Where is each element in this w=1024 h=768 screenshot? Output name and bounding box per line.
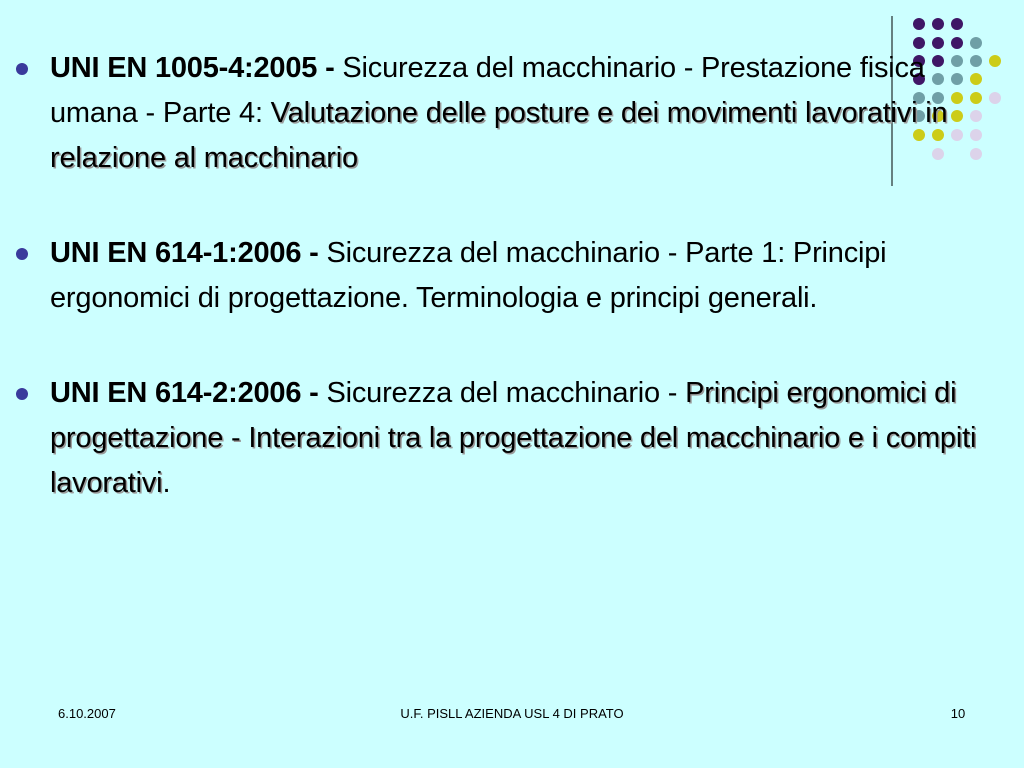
bullet-list [16, 46, 1016, 506]
bullet-item-uni-en-614-1 [16, 231, 1016, 321]
footer-page-number: 10 [950, 706, 966, 721]
standard-title-emphasis: Principi ergonomici di progettazione - Interazioni tra la progettazione del macchinario e i compiti lavorativi [50, 377, 977, 499]
standard-description: Sicurezza del macchinario - Prestazione fisica umana - Parte 4: [50, 52, 925, 129]
standard-description: Sicurezza del macchinario - [318, 377, 686, 409]
standard-title-emphasis: Valutazione delle posture e dei movimenti lavorativi in relazione al macchinario [50, 97, 948, 174]
standard-code: UNI EN 614-2:2006 - [50, 377, 319, 409]
footer-date: 6.10.2007 [58, 706, 116, 721]
bullet-dot-icon [16, 388, 28, 400]
bullet-dot-icon [16, 248, 28, 260]
footer-organization: U.F. PISLL AZIENDA USL 4 DI PRATO [400, 706, 624, 721]
bullet-dot-icon [16, 63, 28, 75]
standard-tail: . [162, 467, 171, 499]
standard-code: UNI EN 614-1:2006 - [50, 237, 319, 269]
standard-code: UNI EN 1005-4:2005 - [50, 52, 335, 84]
bullet-item-uni-en-614-2 [16, 371, 1016, 506]
bullet-item-uni-en-1005-4 [16, 46, 1016, 181]
standard-description: Sicurezza del macchinario - Parte 1: Principi ergonomici di progettazione. Terminologia e principi generali. [50, 237, 887, 314]
